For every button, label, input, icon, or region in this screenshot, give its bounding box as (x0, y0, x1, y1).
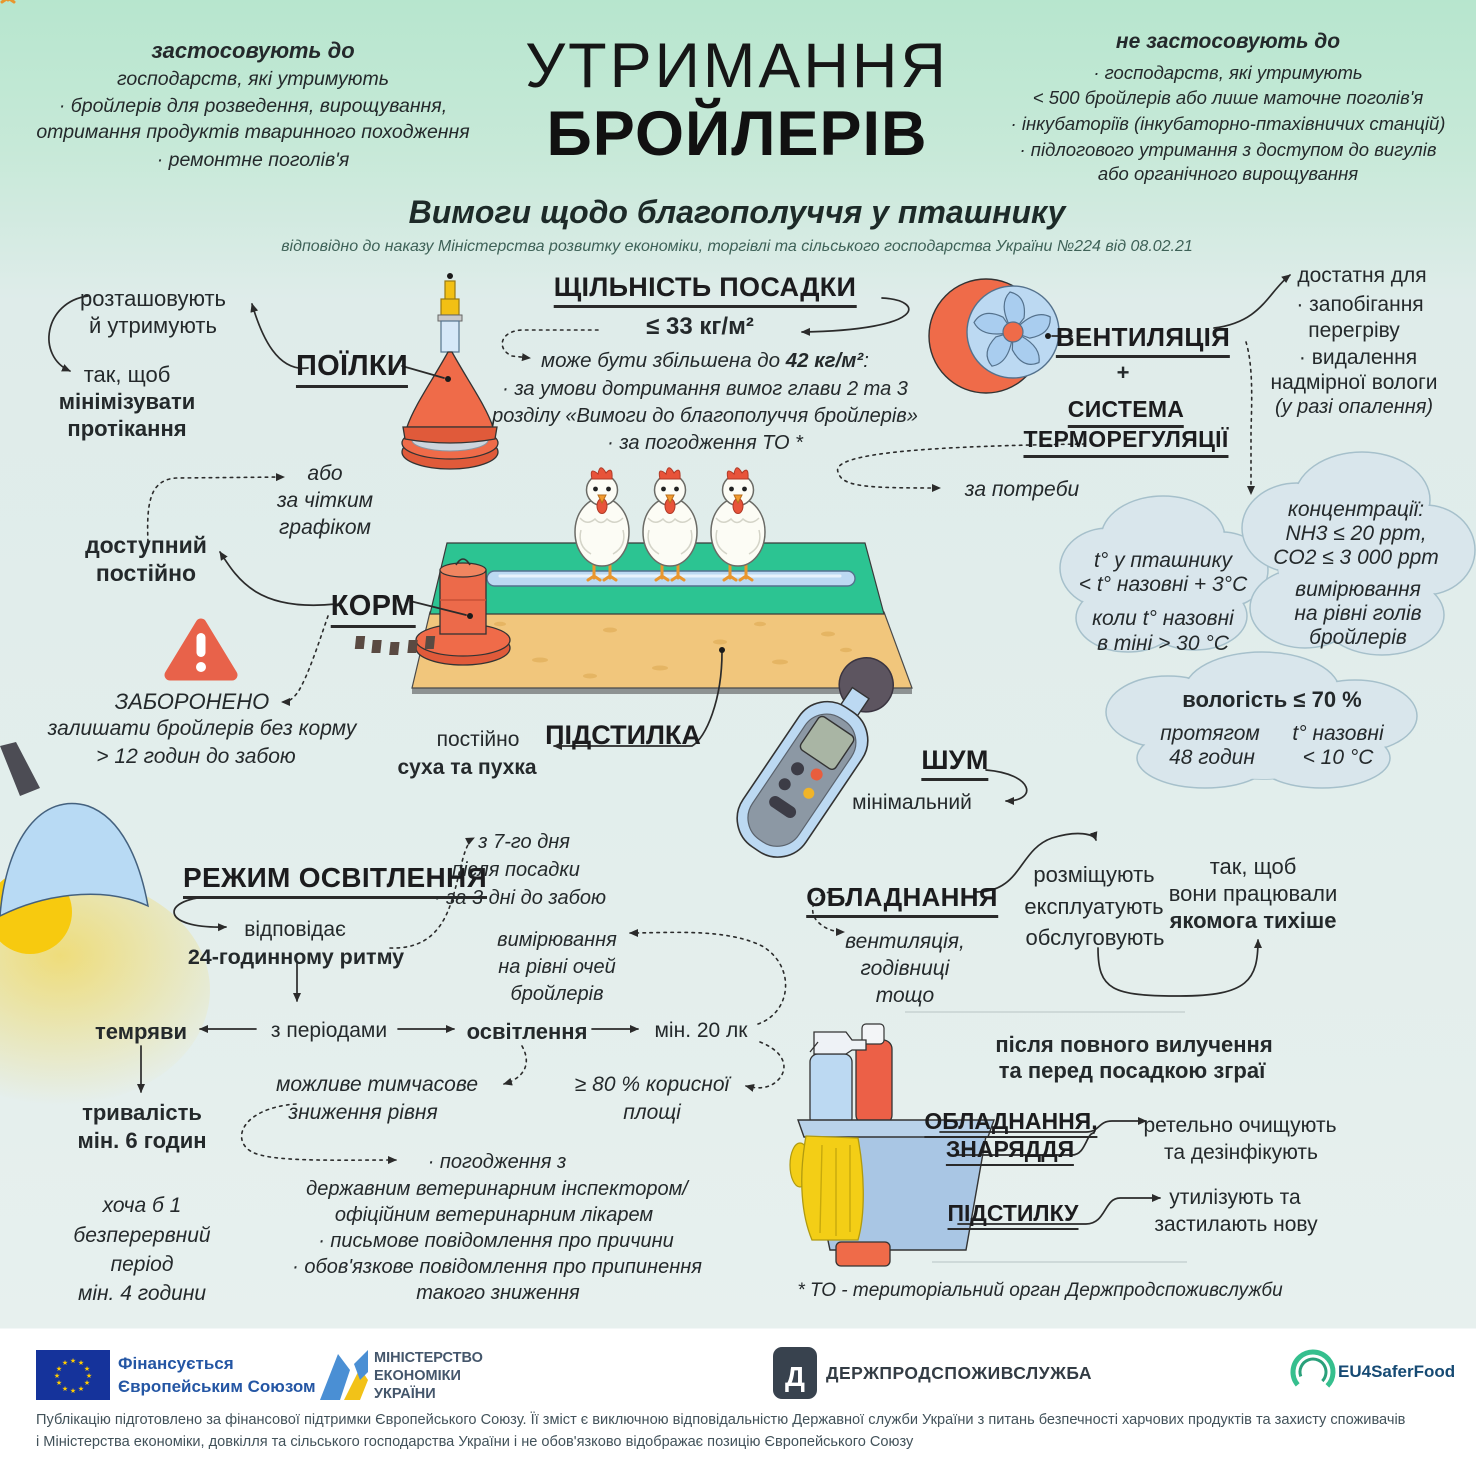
ministry-label: ЕКОНОМІКИ (374, 1368, 461, 1384)
lighting-bullet: · з 7-го дня (466, 831, 570, 853)
drinker-icon (402, 273, 498, 469)
section-heading-ventilation: ВЕНТИЛЯЦІЯ (1056, 322, 1230, 358)
svg-text:★: ★ (55, 1380, 63, 1387)
cloud-gas-line: вимірювання (1295, 578, 1421, 601)
reduction-bullet: офіційним ветеринарним лікарем (334, 1204, 654, 1226)
equipment-action: експлуатують (1024, 894, 1164, 919)
equipment-quiet: так, щоб (1209, 854, 1297, 879)
ministry-label: МІНІСТЕРСТВО (374, 1350, 483, 1366)
feed-schedule: графіком (279, 516, 371, 539)
litter-action: утилізують та (1169, 1186, 1301, 1209)
vent-bullet: (у разі опалення) (1274, 396, 1434, 418)
drinkers-note: так, щоб (83, 362, 171, 387)
light-area: площі (623, 1101, 681, 1124)
flow-lighting: освітлення (466, 1019, 588, 1044)
cloud-humidity-line: 48 годин (1169, 746, 1255, 769)
svg-text:★: ★ (69, 1388, 77, 1395)
flow-darkness: темряви (94, 1019, 188, 1044)
vent-bullet: перегріву (1308, 319, 1400, 342)
applies-bullet: отримання продуктів тваринного походження (36, 121, 470, 143)
vent-bullet: надмірної вологи (1270, 371, 1438, 394)
fan-icon (929, 279, 1059, 393)
svg-text:Д: Д (785, 1361, 805, 1392)
eu-funding-label: Фінансується (118, 1354, 234, 1373)
reduction-bullet: · письмове повідомлення про причини (318, 1230, 674, 1252)
not-applies-bullet: · інкубаторіїв (інкубаторно-птахівничих станцій) (1010, 113, 1446, 134)
darkness-period: безперервний (73, 1224, 211, 1247)
decree-reference: відповідно до наказу Міністерства розвитку економіки, торгівлі та сільського господарства України №224 від 08.02.21 (281, 238, 1193, 255)
section-heading-noise: ШУМ (921, 745, 988, 781)
drinkers-note: розташовують (79, 286, 227, 311)
feed-schedule: або (307, 462, 343, 485)
equipment-quiet: вони працювали (1168, 881, 1338, 906)
svg-text:★: ★ (53, 1373, 61, 1380)
footer-disclaimer: і Міністерства економіки, довкілля та сільського господарства України і не обов'язково відображає позицію Європейського Союзу (36, 1434, 914, 1450)
equipment-action: обслуговують (1025, 925, 1165, 950)
section-heading-litter: ПІДСТИЛКА (545, 720, 701, 750)
warning-icon (170, 624, 232, 675)
svg-text:★: ★ (83, 1366, 91, 1373)
equipment-action: розміщують (1033, 862, 1155, 887)
feed-available: постійно (95, 560, 197, 586)
darkness-period: хоча б 1 (102, 1194, 182, 1217)
equipment-examples: годівниці (860, 957, 950, 980)
section-heading-equipment-tools1: ОБЛАДНАННЯ, (924, 1108, 1097, 1138)
eu-flag-icon (36, 1350, 110, 1400)
ministry-label: УКРАЇНИ (374, 1386, 436, 1402)
cloud-temp-line: коли t° назовні (1092, 607, 1234, 630)
applies-bullet: · ремонтне поголів'я (156, 149, 350, 171)
cleaning-when: та перед посадкою зграї (998, 1058, 1266, 1083)
svg-text:★: ★ (77, 1386, 85, 1393)
darkness-period: мін. 4 години (77, 1282, 207, 1305)
cloud-gas-line: CO2 ≤ 3 000 ppm (1273, 546, 1439, 569)
darkness-period: період (110, 1253, 174, 1276)
vent-as-needed: за потреби (964, 478, 1080, 501)
not-applies-bullet: < 500 бройлерів або лише маточне поголів'я (1032, 87, 1424, 108)
flow-periods: з періодами (270, 1019, 388, 1042)
equipment-examples: тощо (875, 984, 935, 1007)
density-bullet: розділу «Вимоги до благополуччя бройлерів» (492, 405, 918, 427)
cloud-temp-line: в тіні > 30 °С (1097, 632, 1229, 655)
density-increase-colon: : (863, 349, 869, 372)
equipment-quiet: якомога тихіше (1169, 908, 1337, 933)
cloud-temp-line: < t° назовні + 3°С (1078, 573, 1248, 596)
dps-logo-icon (773, 1347, 817, 1399)
svg-text:★: ★ (69, 1358, 77, 1365)
cloud-humidity-line: протягом (1160, 722, 1260, 745)
cleaning-when: після повного вилучення (995, 1032, 1273, 1057)
svg-text:★: ★ (55, 1366, 63, 1373)
svg-text:★: ★ (85, 1373, 93, 1380)
lighting-measure: на рівні очей (498, 956, 616, 978)
cloud-gas-line: бройлерів (1309, 626, 1407, 649)
section-heading-thermo1: СИСТЕМА (1068, 396, 1184, 428)
eu4saferfood-icon (1285, 1344, 1341, 1400)
cloud-humidity-line: t° назовні (1292, 722, 1384, 745)
subtitle: Вимоги щодо благополуччя у пташнику (408, 194, 1066, 230)
feed-forbidden: > 12 годин до забою (96, 745, 296, 768)
light-area: ≥ 80 % корисної (574, 1073, 730, 1096)
section-heading-lighting: РЕЖИМ ОСВІТЛЕННЯ (183, 862, 487, 899)
section-heading-litter-replace: ПІДСТИЛКУ (948, 1200, 1079, 1230)
plus-sign: + (1116, 360, 1130, 385)
darkness-duration: тривалість (82, 1100, 202, 1125)
reduction-bullet: · обов'язкове повідомлення про припинення (292, 1256, 702, 1278)
reduction-bullet: · погодження з (427, 1151, 567, 1173)
not-applies-bullet: · підлогового утримання з доступом до вигулів (1019, 139, 1437, 160)
applies-line: господарств, які утримують (117, 68, 389, 90)
lighting-rhythm: 24-годинному ритму (187, 945, 405, 969)
density-increase-text: може бути збільшена до (541, 349, 781, 372)
section-heading-drinkers: ПОЇЛКИ (296, 350, 408, 388)
ministry-logo-icon (320, 1350, 368, 1400)
not-applies-bullet: або органічного вирощування (1097, 163, 1359, 184)
lamp-icon (0, 742, 210, 1105)
lighting-rhythm: відповідає (244, 918, 346, 941)
cloud-temp-line: t° у пташнику (1094, 549, 1232, 572)
to-footnote: * ТО - територіальний орган Держпродспоживслужби (797, 1280, 1283, 1301)
light-reduction: зниження рівня (288, 1101, 438, 1124)
drinkers-note: мінімізувати (58, 389, 196, 414)
cloud-gas-line: NH3 ≤ 20 ppm, (1285, 522, 1427, 545)
density-increase (541, 349, 869, 373)
eu-funding-label: Європейським Союзом (118, 1377, 316, 1396)
lighting-bullet: після посадки (452, 859, 580, 881)
eu4saferfood-label: EU4SaferFood (1338, 1362, 1456, 1381)
cloud-humidity-title: вологість ≤ 70 % (1182, 687, 1362, 712)
page-title-line1: УТРИМАННЯ (525, 31, 949, 101)
dps-label: ДЕРЖПРОДСПОЖИВСЛУЖБА (826, 1363, 1092, 1383)
drinkers-note: протікання (67, 416, 187, 441)
feed-forbidden: залишати бройлерів без корму (47, 717, 357, 740)
feed-available: доступний (85, 532, 207, 558)
density-bullet: · за погодження ТО * (607, 432, 803, 454)
reduction-bullet: державним ветеринарним інспектором/ (306, 1178, 688, 1200)
cloud-humidity-line: < 10 °С (1302, 746, 1374, 769)
equipment-examples: вентиляція, (845, 930, 965, 953)
chicken-icon (575, 468, 765, 580)
litter-note: постійно (436, 728, 520, 751)
vent-bullet: · видалення (1298, 346, 1418, 369)
darkness-duration: мін. 6 годин (77, 1128, 207, 1153)
lighting-bullet: · за 3 дні до забою (433, 887, 607, 909)
reduction-bullet: такого зниження (416, 1282, 580, 1304)
density-increase-value: 42 кг/м² (785, 349, 864, 372)
vent-bullet: · запобігання (1296, 293, 1424, 316)
not-applies-bullet: · господарств, які утримують (1093, 62, 1363, 83)
not-applies-title: не застосовують до (1115, 30, 1341, 53)
section-heading-feed: КОРМ (331, 590, 416, 628)
page-title-line2: БРОЙЛЕРІВ (546, 99, 928, 169)
section-heading-equipment-tools2: ЗНАРЯДДЯ (946, 1136, 1074, 1166)
section-heading-equipment: ОБЛАДНАННЯ (806, 882, 998, 918)
feed-forbidden: ЗАБОРОНЕНО (114, 689, 270, 714)
cleaning-action: ретельно очищують (1143, 1114, 1337, 1137)
cloud-gas-line: на рівні голів (1294, 602, 1422, 625)
cloud-gas-line: концентрації: (1287, 498, 1425, 521)
flow-lux: мін. 20 лк (654, 1019, 748, 1042)
svg-text:★: ★ (83, 1380, 91, 1387)
density-limit: ≤ 33 кг/м² (646, 313, 754, 340)
noise-value: мінімальний (852, 791, 972, 814)
applies-title: застосовують до (151, 38, 355, 63)
svg-text:★: ★ (61, 1360, 69, 1367)
vent-purpose: достатня для (1297, 264, 1427, 287)
lighting-measure: вимірювання (497, 929, 617, 951)
section-heading-thermo2: ТЕРМОРЕГУЛЯЦІЇ (1023, 426, 1228, 458)
applies-bullet: · бройлерів для розведення, вирощування, (58, 95, 448, 117)
footer-disclaimer: Публікацію підготовлено за фінансової підтримки Європейського Союзу. Її зміст є виключною відповідальністю Державної служби України з питань безпечності харчових продуктів та захисту споживачів (36, 1412, 1406, 1428)
cleaning-action: та дезінфікують (1164, 1141, 1318, 1164)
density-bullet: · за умови дотримання вимог глави 2 та 3 (502, 378, 908, 400)
lighting-measure: бройлерів (510, 983, 604, 1005)
section-heading-density: ЩІЛЬНІСТЬ ПОСАДКИ (554, 272, 857, 308)
light-reduction: можливе тимчасове (275, 1073, 479, 1096)
feed-schedule: за чітким (276, 489, 374, 512)
svg-text:★: ★ (77, 1360, 85, 1367)
litter-note: суха та пухка (397, 756, 537, 779)
drinkers-note: й утримують (89, 313, 217, 338)
litter-action: застилають нову (1154, 1213, 1318, 1236)
svg-text:★: ★ (61, 1386, 69, 1393)
